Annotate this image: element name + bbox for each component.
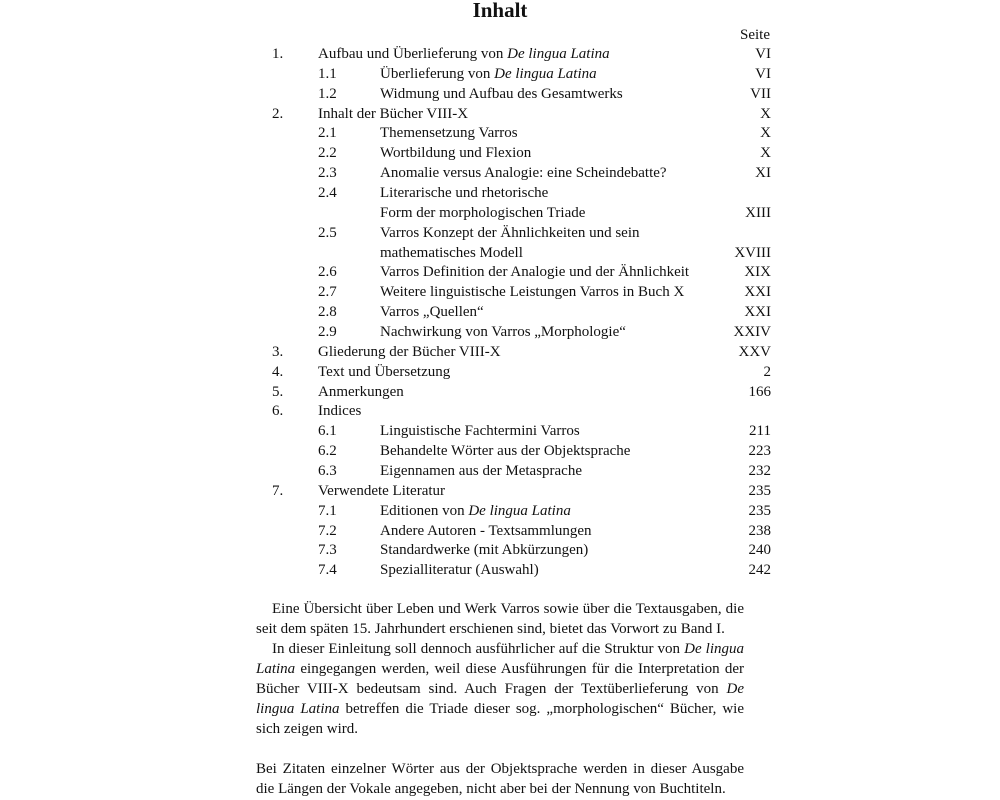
toc-entry-page: 238 xyxy=(748,522,771,539)
toc-entry xyxy=(0,204,1000,224)
toc-entry xyxy=(0,541,1000,561)
toc-entry-title xyxy=(318,343,501,363)
toc-entry-page: VI xyxy=(755,65,771,82)
toc-entry-title xyxy=(380,263,689,283)
work-title: De lingua Latina xyxy=(507,46,610,62)
toc-entry-title xyxy=(380,85,623,105)
toc-entry-page: 235 xyxy=(748,482,771,499)
toc-entry-title xyxy=(380,184,548,204)
toc-entry-page: X xyxy=(760,125,771,142)
title-text: Standardwerke (mit Abkürzungen) xyxy=(380,542,589,559)
toc-entry xyxy=(0,283,1000,303)
work-title: De lingua Latina xyxy=(468,502,571,519)
toc-entry xyxy=(0,323,1000,343)
toc-entry-number: 7.4 xyxy=(318,562,337,579)
title-text: Weitere linguistische Leistungen Varros in Buch X xyxy=(380,284,685,301)
toc-entry-number: 2. xyxy=(272,105,284,122)
title-text: Widmung und Aufbau des Gesamtwerks xyxy=(380,85,623,102)
toc-entry-page: XIX xyxy=(744,264,771,281)
toc-entry-number: 5. xyxy=(272,383,284,400)
toc-entry-title xyxy=(380,522,592,542)
toc-entry-page: XXI xyxy=(744,304,771,321)
toc-entry-title xyxy=(380,462,582,482)
toc-entry xyxy=(0,343,1000,363)
toc-entry xyxy=(0,105,1000,125)
toc-entry-page: 242 xyxy=(748,562,771,579)
toc-entry-page: XXI xyxy=(744,284,771,301)
toc-entry xyxy=(0,482,1000,502)
toc-entry-page: XVIII xyxy=(734,244,771,261)
title-text: Anomalie versus Analogie: eine Scheindebatte? xyxy=(380,165,667,182)
title-text: Wortbildung und Flexion xyxy=(380,145,532,162)
title-text: Gliederung der Bücher VIII-X xyxy=(318,343,501,360)
title-text: Inhalt der Bücher VIII-X xyxy=(318,105,469,122)
toc-entry xyxy=(0,502,1000,522)
title-text: Anmerkungen xyxy=(318,383,404,400)
paragraph-text: eingegangen werden, weil diese Ausführungen für die Interpretation der Bücher VIII-X bedeutsam sind. Auch Fragen der Textüberlieferung von xyxy=(256,661,744,697)
toc-entry-page: X xyxy=(760,145,771,162)
paragraph-vowel-lengths: Bei Zitaten einzelner Wörter aus der Objektsprache werden in dieser Ausgabe die Längen der Vokale angegeben, nicht aber bei der Nennung von Buchtiteln. xyxy=(256,761,744,797)
toc-entry xyxy=(0,65,1000,85)
toc-entry xyxy=(0,144,1000,164)
title-text: Linguistische Fachtermini Varros xyxy=(380,423,580,440)
toc-entry xyxy=(0,45,1000,65)
toc-entry-page: 232 xyxy=(748,463,771,480)
toc-entry xyxy=(0,402,1000,422)
page-title: Inhalt xyxy=(472,0,528,22)
title-text: Form der morphologischen Triade xyxy=(380,204,586,221)
toc-entry-page: XXV xyxy=(738,343,771,360)
toc-entry-number: 1.2 xyxy=(318,85,337,102)
title-text: Editionen von xyxy=(380,502,469,519)
toc-entry-number: 4. xyxy=(272,363,284,380)
toc-entry-number: 2.8 xyxy=(318,304,337,321)
toc-entry xyxy=(0,244,1000,264)
toc-entry xyxy=(0,224,1000,244)
paragraph-structure xyxy=(256,639,744,739)
toc-entry-title xyxy=(318,363,450,383)
paragraph-text: In dieser Einleitung soll dennoch ausführlicher auf die Struktur von xyxy=(272,641,685,657)
toc-entry xyxy=(0,184,1000,204)
toc-entry-number: 2.3 xyxy=(318,165,337,182)
introduction-text xyxy=(256,599,744,799)
title-text: Literarische und rhetorische xyxy=(380,185,549,202)
toc-entry-page: 240 xyxy=(748,542,771,559)
toc-entry xyxy=(0,85,1000,105)
toc-entry-number: 2.7 xyxy=(318,284,337,301)
toc-entry-number: 6.1 xyxy=(318,423,337,440)
toc-entry xyxy=(0,522,1000,542)
toc-entry xyxy=(0,124,1000,144)
title-text: Indices xyxy=(318,403,362,420)
toc-entry-page: 235 xyxy=(748,502,771,519)
title-text: Text und Übersetzung xyxy=(318,363,451,380)
paragraph-text: betreffen die Triade dieser sog. „morphologischen“ Bücher, wie sich zeigen wird. xyxy=(256,701,745,737)
toc-entry-number: 2.2 xyxy=(318,145,337,162)
toc-entry-title xyxy=(318,383,404,403)
toc-entry-number: 1. xyxy=(272,46,284,62)
toc-entry-number: 2.5 xyxy=(318,224,337,241)
title-text: Aufbau und Überlieferung von xyxy=(318,46,508,62)
title-text: Varros Konzept der Ähnlichkeiten und sein xyxy=(380,224,640,241)
toc-entry-page: 223 xyxy=(748,443,771,460)
toc-entry-title xyxy=(380,224,640,244)
toc-entry xyxy=(0,383,1000,403)
toc-entry-number: 7. xyxy=(272,482,284,499)
toc-entry-page: VI xyxy=(755,46,771,62)
table-of-contents xyxy=(0,45,1000,581)
title-text: mathematisches Modell xyxy=(380,244,523,261)
toc-entry xyxy=(0,442,1000,462)
toc-entry-page: 211 xyxy=(749,423,771,440)
toc-entry-page: VII xyxy=(750,85,771,102)
toc-entry-page: XXIV xyxy=(733,324,771,341)
toc-entry-page: 2 xyxy=(763,363,771,380)
title-text: Verwendete Literatur xyxy=(318,482,446,499)
toc-entry-page: XI xyxy=(755,165,771,182)
toc-entry-title xyxy=(380,244,523,264)
title-text: Spezialliteratur (Auswahl) xyxy=(380,562,539,579)
toc-entry xyxy=(0,303,1000,323)
title-text: Andere Autoren - Textsammlungen xyxy=(380,522,592,539)
toc-entry-number: 2.4 xyxy=(318,185,337,202)
toc-entry-title xyxy=(380,204,585,224)
paragraph-overview: Eine Übersicht über Leben und Werk Varros sowie über die Textausgaben, die seit dem späten 15. Jahrhundert erschienen sind, bietet das Vorwort zu Band I. xyxy=(256,601,744,637)
toc-entry-title xyxy=(380,303,484,323)
toc-entry-title xyxy=(380,442,630,462)
toc-entry-title xyxy=(318,482,445,502)
toc-entry xyxy=(0,561,1000,581)
toc-entry-number: 2.9 xyxy=(318,324,337,341)
title-text: Varros „Quellen“ xyxy=(380,304,484,321)
page-column-header: Seite xyxy=(740,27,770,43)
work-title: De lingua Latina xyxy=(494,65,597,82)
toc-entry-title xyxy=(380,65,597,85)
toc-entry xyxy=(0,363,1000,383)
toc-entry-title xyxy=(318,105,468,125)
title-text: Themensetzung Varros xyxy=(380,125,518,142)
toc-entry-number: 6.2 xyxy=(318,443,337,460)
toc-entry-number: 6.3 xyxy=(318,463,337,480)
toc-entry-title xyxy=(380,144,531,164)
toc-entry-number: 1.1 xyxy=(318,65,337,82)
toc-entry-title xyxy=(380,124,518,144)
toc-entry-number: 7.3 xyxy=(318,542,337,559)
toc-entry xyxy=(0,462,1000,482)
toc-entry-title xyxy=(380,561,539,581)
toc-entry-number: 7.2 xyxy=(318,522,337,539)
work-title: De lingua Latina xyxy=(256,641,744,677)
toc-entry-number: 2.1 xyxy=(318,125,337,142)
toc-entry xyxy=(0,164,1000,184)
title-text: Nachwirkung von Varros „Morphologie“ xyxy=(380,324,626,341)
toc-entry-page: 166 xyxy=(748,383,771,400)
toc-entry-title xyxy=(380,541,588,561)
toc-entry-number: 6. xyxy=(272,403,284,420)
toc-entry-title xyxy=(318,45,610,65)
toc-entry-number: 7.1 xyxy=(318,502,337,519)
toc-entry-title xyxy=(380,283,684,303)
toc-entry-number: 2.6 xyxy=(318,264,337,281)
toc-entry-title xyxy=(380,164,667,184)
toc-entry-title xyxy=(380,502,571,522)
toc-entry-page: XIII xyxy=(745,204,771,221)
title-text: Varros Definition der Analogie und der Ähnlichkeit xyxy=(380,264,690,281)
toc-entry xyxy=(0,422,1000,442)
toc-entry xyxy=(0,263,1000,283)
toc-entry-number: 3. xyxy=(272,343,284,360)
title-text: Überlieferung von xyxy=(380,65,495,82)
title-text: Behandelte Wörter aus der Objektsprache xyxy=(380,443,631,460)
toc-entry-title xyxy=(318,402,361,422)
work-title: De lingua Latina xyxy=(256,681,744,717)
toc-entry-page: X xyxy=(760,105,771,122)
toc-entry-title xyxy=(380,422,580,442)
toc-entry-title xyxy=(380,323,626,343)
title-text: Eigennamen aus der Metasprache xyxy=(380,463,582,480)
